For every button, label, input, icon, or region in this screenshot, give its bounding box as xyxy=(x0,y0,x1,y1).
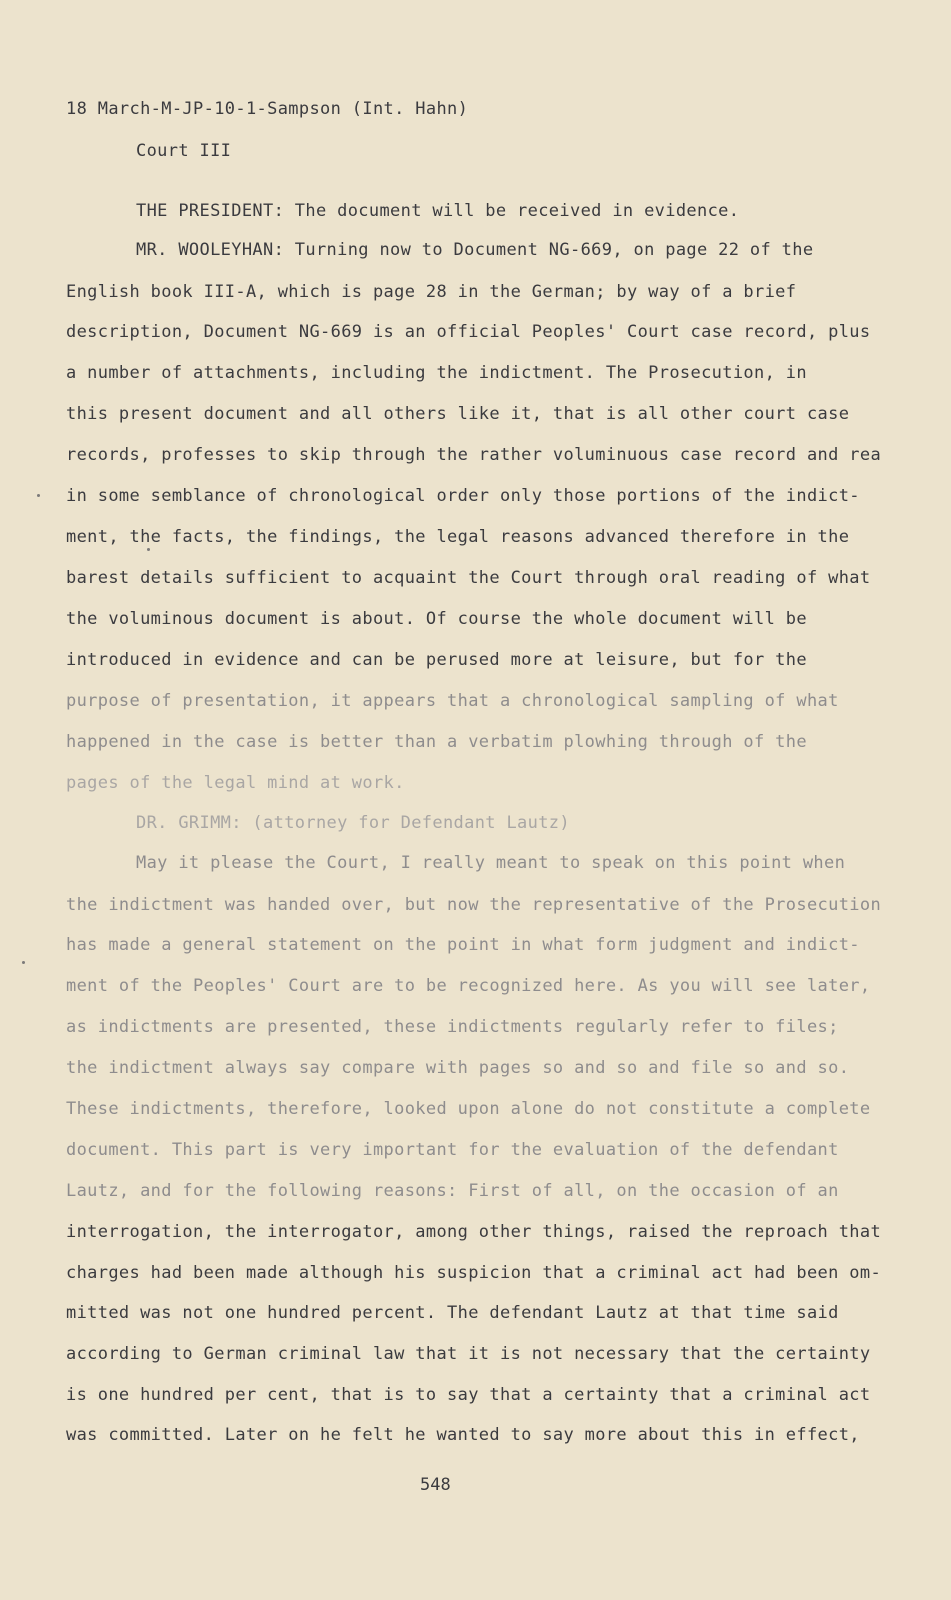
page-number: 548 xyxy=(420,1475,451,1495)
text-line: a number of attachments, including the indictment. The Prosecution, in xyxy=(66,363,807,383)
text-line: These indictments, therefore, looked upon alone do not constitute a complete xyxy=(66,1099,871,1119)
text-line: according to German criminal law that it is not necessary that the certainty xyxy=(66,1344,871,1364)
court-label: Court III xyxy=(136,141,232,161)
text-line: purpose of presentation, it appears that a chronological sampling of what xyxy=(66,691,839,711)
text-line: as indictments are presented, these indictments regularly refer to files; xyxy=(66,1017,839,1037)
text-line: records, professes to skip through the rather voluminuous case record and rea xyxy=(66,445,882,465)
text-line: Lautz, and for the following reasons: First of all, on the occasion of an xyxy=(66,1181,839,1201)
text-line: English book III-A, which is page 28 in the German; by way of a brief xyxy=(66,282,797,302)
text-line: in some semblance of chronological order only those portions of the indict- xyxy=(66,486,860,506)
text-line: mitted was not one hundred percent. The defendant Lautz at that time said xyxy=(66,1303,839,1323)
text-line: ment, the facts, the findings, the legal reasons advanced therefore in the xyxy=(66,527,850,547)
text-line: the voluminous document is about. Of course the whole document will be xyxy=(66,609,807,629)
text-line: THE PRESIDENT: The document will be received in evidence. xyxy=(136,201,740,221)
text-line: happened in the case is better than a verbatim plowhing through of the xyxy=(66,732,807,752)
text-line: this present document and all others like it, that is all other court case xyxy=(66,404,850,424)
text-line: introduced in evidence and can be perused more at leisure, but for the xyxy=(66,650,807,670)
text-line: is one hundred per cent, that is to say that a certainty that a criminal act xyxy=(66,1385,871,1405)
text-line: May it please the Court, I really meant to speak on this point when xyxy=(136,853,846,873)
text-line: charges had been made although his suspicion that a criminal act had been om- xyxy=(66,1263,882,1283)
text-line: interrogation, the interrogator, among other things, raised the reproach that xyxy=(66,1222,882,1242)
margin-mark xyxy=(147,548,150,551)
margin-mark xyxy=(37,494,40,497)
text-line: MR. WOOLEYHAN: Turning now to Document NG-669, on page 22 of the xyxy=(136,240,814,260)
text-line: document. This part is very important for the evaluation of the defendant xyxy=(66,1140,839,1160)
text-line: barest details sufficient to acquaint the Court through oral reading of what xyxy=(66,568,871,588)
margin-mark xyxy=(22,961,25,964)
text-line: ment of the Peoples' Court are to be recognized here. As you will see later, xyxy=(66,976,871,996)
text-line: has made a general statement on the point in what form judgment and indict- xyxy=(66,935,860,955)
text-line: description, Document NG-669 is an official Peoples' Court case record, plus xyxy=(66,322,871,342)
speaker-line: DR. GRIMM: (attorney for Defendant Lautz) xyxy=(136,813,570,833)
text-line: the indictment was handed over, but now the representative of the Prosecution xyxy=(66,895,882,915)
text-line: pages of the legal mind at work. xyxy=(66,773,405,793)
document-reference: 18 March-M-JP-10-1-Sampson (Int. Hahn) xyxy=(66,99,469,119)
text-line: the indictment always say compare with pages so and so and file so and so. xyxy=(66,1058,850,1078)
text-line: was committed. Later on he felt he wanted to say more about this in effect, xyxy=(66,1425,860,1445)
